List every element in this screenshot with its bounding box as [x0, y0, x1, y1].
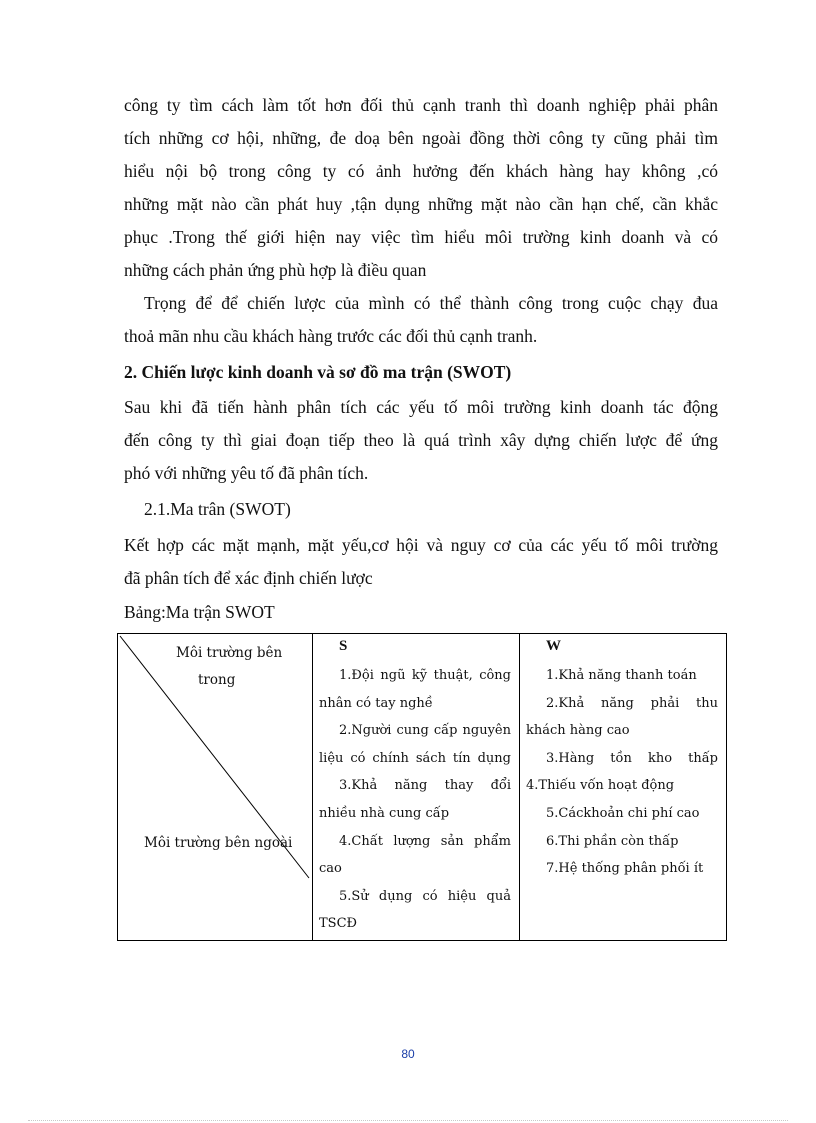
list-item: 4.Chất lượng sản phẩm	[339, 833, 511, 849]
list-item: 5.Cáckhoản chi phí cao	[546, 805, 700, 821]
second-paragraph	[124, 287, 718, 353]
list-item: TSCĐ	[319, 916, 358, 932]
text-line: Trọng để để chiến lược của mình có thể thành công trong cuộc chạy đua	[144, 293, 718, 313]
text-line: đã phân tích để xác định chiến lược	[124, 568, 373, 588]
strengths-column	[312, 634, 519, 940]
list-item: 7.Hệ thống phân phối ít	[546, 861, 704, 877]
list-item: 1.Đội ngũ kỹ thuật, công	[339, 668, 511, 683]
intro-paragraph	[124, 89, 718, 287]
list-item: 3.Khả năng thay đổi	[339, 778, 511, 794]
section-heading: 2. Chiến lược kinh doanh và sơ đồ ma trận (SWOT)	[124, 362, 512, 382]
corner-top-label-1: Môi trường bên	[176, 645, 283, 661]
list-item: 5.Sử dụng có hiệu quả	[339, 888, 511, 904]
weaknesses-list	[520, 662, 726, 883]
text-line: thoả mãn nhu cầu khách hàng trước các đối thủ cạnh tranh.	[124, 326, 538, 346]
fourth-paragraph	[124, 529, 718, 595]
swot-table	[117, 633, 727, 941]
list-item: 2.Khả năng phải thu	[546, 695, 718, 711]
corner-cell	[118, 634, 312, 940]
list-item: 3.Hàng tồn kho thấp	[546, 750, 718, 766]
list-item: 2.Người cung cấp nguyên	[339, 723, 511, 739]
page-number: 80	[401, 1047, 415, 1061]
third-paragraph	[124, 391, 718, 490]
list-item: nhân có tay nghề	[319, 695, 433, 711]
list-item: 1.Khả năng thanh toán	[546, 668, 697, 683]
page-bottom-divider	[28, 1120, 788, 1121]
list-item: 4.Thiếu vốn hoạt động	[526, 778, 675, 794]
strengths-list	[313, 662, 519, 938]
list-item: liệu có chính sách tín dụng	[319, 750, 511, 766]
list-item: nhiều nhà cung cấp	[319, 805, 450, 821]
text-line: hiểu nội bộ trong công ty có ảnh hưởng đến khách hàng hay không ,có	[124, 161, 718, 181]
weaknesses-header: W	[546, 638, 561, 654]
text-line: đến công ty thì giai đoạn tiếp theo là quá trình xây dựng chiến lược để ứng	[124, 430, 718, 450]
list-item: 6.Thi phần còn thấp	[546, 833, 679, 849]
text-line: công ty tìm cách làm tốt hơn đối thủ cạnh tranh thì doanh nghiệp phải phân	[124, 95, 718, 115]
corner-bottom-label: Môi trường bên ngoài	[144, 835, 293, 851]
text-line: phó với những yêu tố đã phân tích.	[124, 463, 369, 483]
table-caption: Bảng:Ma trận SWOT	[124, 602, 275, 622]
text-line: Sau khi đã tiến hành phân tích các yếu tố môi trường kinh doanh tác động	[124, 397, 718, 417]
weaknesses-column	[519, 634, 726, 940]
text-line: những cách phản ứng phù hợp là điều quan	[124, 260, 427, 280]
text-line: phục .Trong thế giới hiện nay việc tìm hiểu môi trường kinh doanh và có	[124, 227, 718, 247]
text-line: những mặt nào cần phát huy ,tận dụng những mặt nào cần hạn chế, cần khắc	[124, 194, 718, 214]
text-line: tích những cơ hội, những, đe doạ bên ngoài đồng thời công ty cũng phải tìm	[124, 128, 718, 148]
strengths-header: S	[339, 638, 348, 654]
corner-top-label-2: trong	[198, 672, 236, 688]
subsection-heading: 2.1.Ma trân (SWOT)	[144, 499, 291, 519]
text-line: Kết hợp các mặt mạnh, mặt yếu,cơ hội và nguy cơ của các yếu tố môi trường	[124, 535, 718, 555]
list-item: khách hàng cao	[526, 723, 630, 739]
list-item: cao	[319, 861, 342, 877]
